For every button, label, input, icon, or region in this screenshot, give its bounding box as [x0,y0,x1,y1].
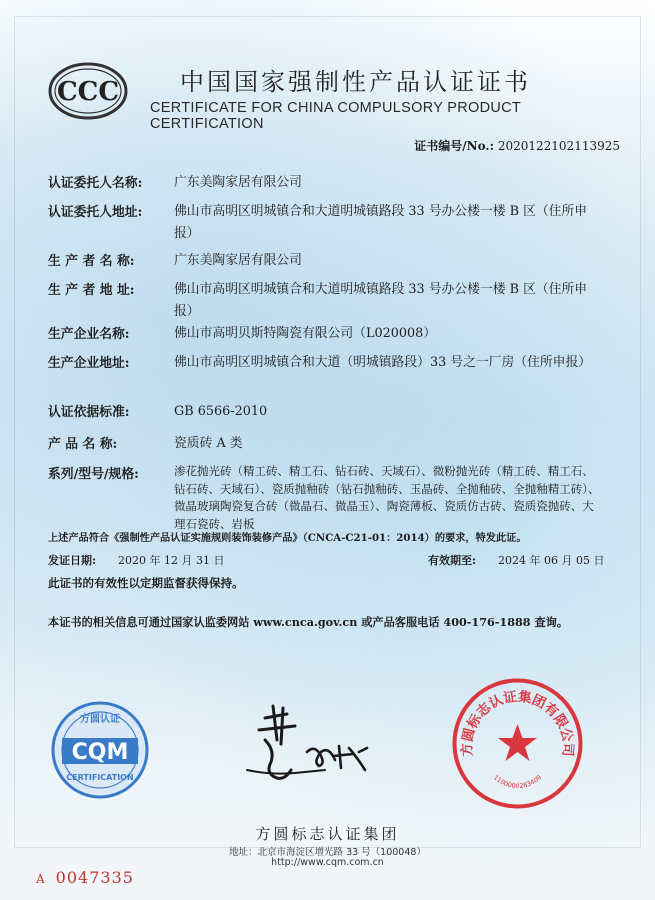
field-label: 生 产 者 名 称: [48,254,135,269]
title-chinese: 中国国家强制性产品认证证书 [180,68,531,96]
footer-website: http://www.cqm.com.cn [271,857,384,868]
field-label: 生产企业地址: [48,356,130,371]
field-value: 佛山市高明区明城镇合和大道明城镇路段 33 号办公楼一楼 B 区（住所申报） [174,282,588,319]
certificate-number [380,137,620,154]
certificate-number-value: 2020122102113925 [497,139,620,153]
cqm-logo-icon [50,700,150,800]
field-value: 佛山市高明区明城镇合和大道（明城镇路段）33 号之一厂房（住所申报） [174,355,592,370]
expiry-date-label: 有效期至: [428,554,477,567]
seal-number: 1100000283409 [491,773,544,791]
serial-number [36,868,134,887]
field-value: GB 6566-2010 [174,404,268,419]
svg-text:1100000283409 [492,773,543,790]
validity-note: 此证书的有效性以定期监督获得保持。 [48,576,244,590]
field-value: 渗花抛光砖（精工砖、精工石、钻石砖、天域石）、微粉抛光砖（精工砖、精工石、钻石砖、天域石）、瓷质抛釉砖（钻石抛釉砖、玉晶砖、全抛釉砖、全抛釉精工砖）、微晶玻璃陶瓷复合砖（微晶石、微晶玉）、陶瓷薄板、瓷质仿古砖、瓷质瓷抛砖、大理石瓷砖、岩板 [174,464,600,531]
field-label: 生产企业名称: [48,327,130,342]
ccc-logo-icon [48,62,128,120]
issue-date-value: 2020 年 12 月 31 日 [118,554,225,567]
field-label: 系列/型号/规格: [48,467,139,482]
signature-icon [225,700,395,790]
info-note: 本证书的相关信息可通过国家认监委网站 www.cnca.gov.cn 或产品客服电话 400-176-1888 查询。 [48,615,569,629]
declaration-text: 上述产品符合《强制性产品认证实施规则装饰装修产品》（CNCA-C21-01：2014）的要求，特发此证。 [48,532,527,544]
field-label: 认证委托人地址: [48,205,143,220]
field-value: 佛山市高明贝斯特陶瓷有限公司（L020008） [174,326,437,341]
field-value: 广东美陶家居有限公司 [174,253,302,268]
field-label: 认证委托人名称: [48,176,143,191]
footer-organization: 方圆标志认证集团 [255,825,400,843]
field-value: 广东美陶家居有限公司 [174,175,302,190]
certificate-number-label: 证书编号/No.: [414,139,495,153]
field-label: 认证依据标准: [48,405,130,420]
ccc-logo-text: CCC [56,77,120,107]
field-value: 瓷质砖 A 类 [174,436,243,451]
expiry-date-value: 2024 年 06 月 05 日 [498,554,605,567]
serial-value: 0047335 [55,868,134,887]
issue-date-label: 发证日期: [48,554,97,567]
field-label: 生 产 者 地 址: [48,283,135,298]
company-seal-icon [450,676,585,811]
serial-prefix: A [36,872,46,886]
title-english: CERTIFICATE FOR CHINA COMPULSORY PRODUCT CERTIFICATION [150,100,521,132]
seal-text: 方圆标志认证集团有限公司 [459,688,576,757]
field-value: 佛山市高明区明城镇合和大道明城镇路段 33 号办公楼一楼 B 区（住所申报） [174,204,588,241]
footer-address: 地址：北京市海淀区增光路 33 号（100048） [229,847,426,858]
field-label: 产 品 名 称: [48,437,118,452]
cqm-top-text: 方圆认证 [80,714,120,725]
cqm-bottom-text: CERTIFICATION [66,773,134,782]
cqm-main-text: CQM [71,740,129,765]
